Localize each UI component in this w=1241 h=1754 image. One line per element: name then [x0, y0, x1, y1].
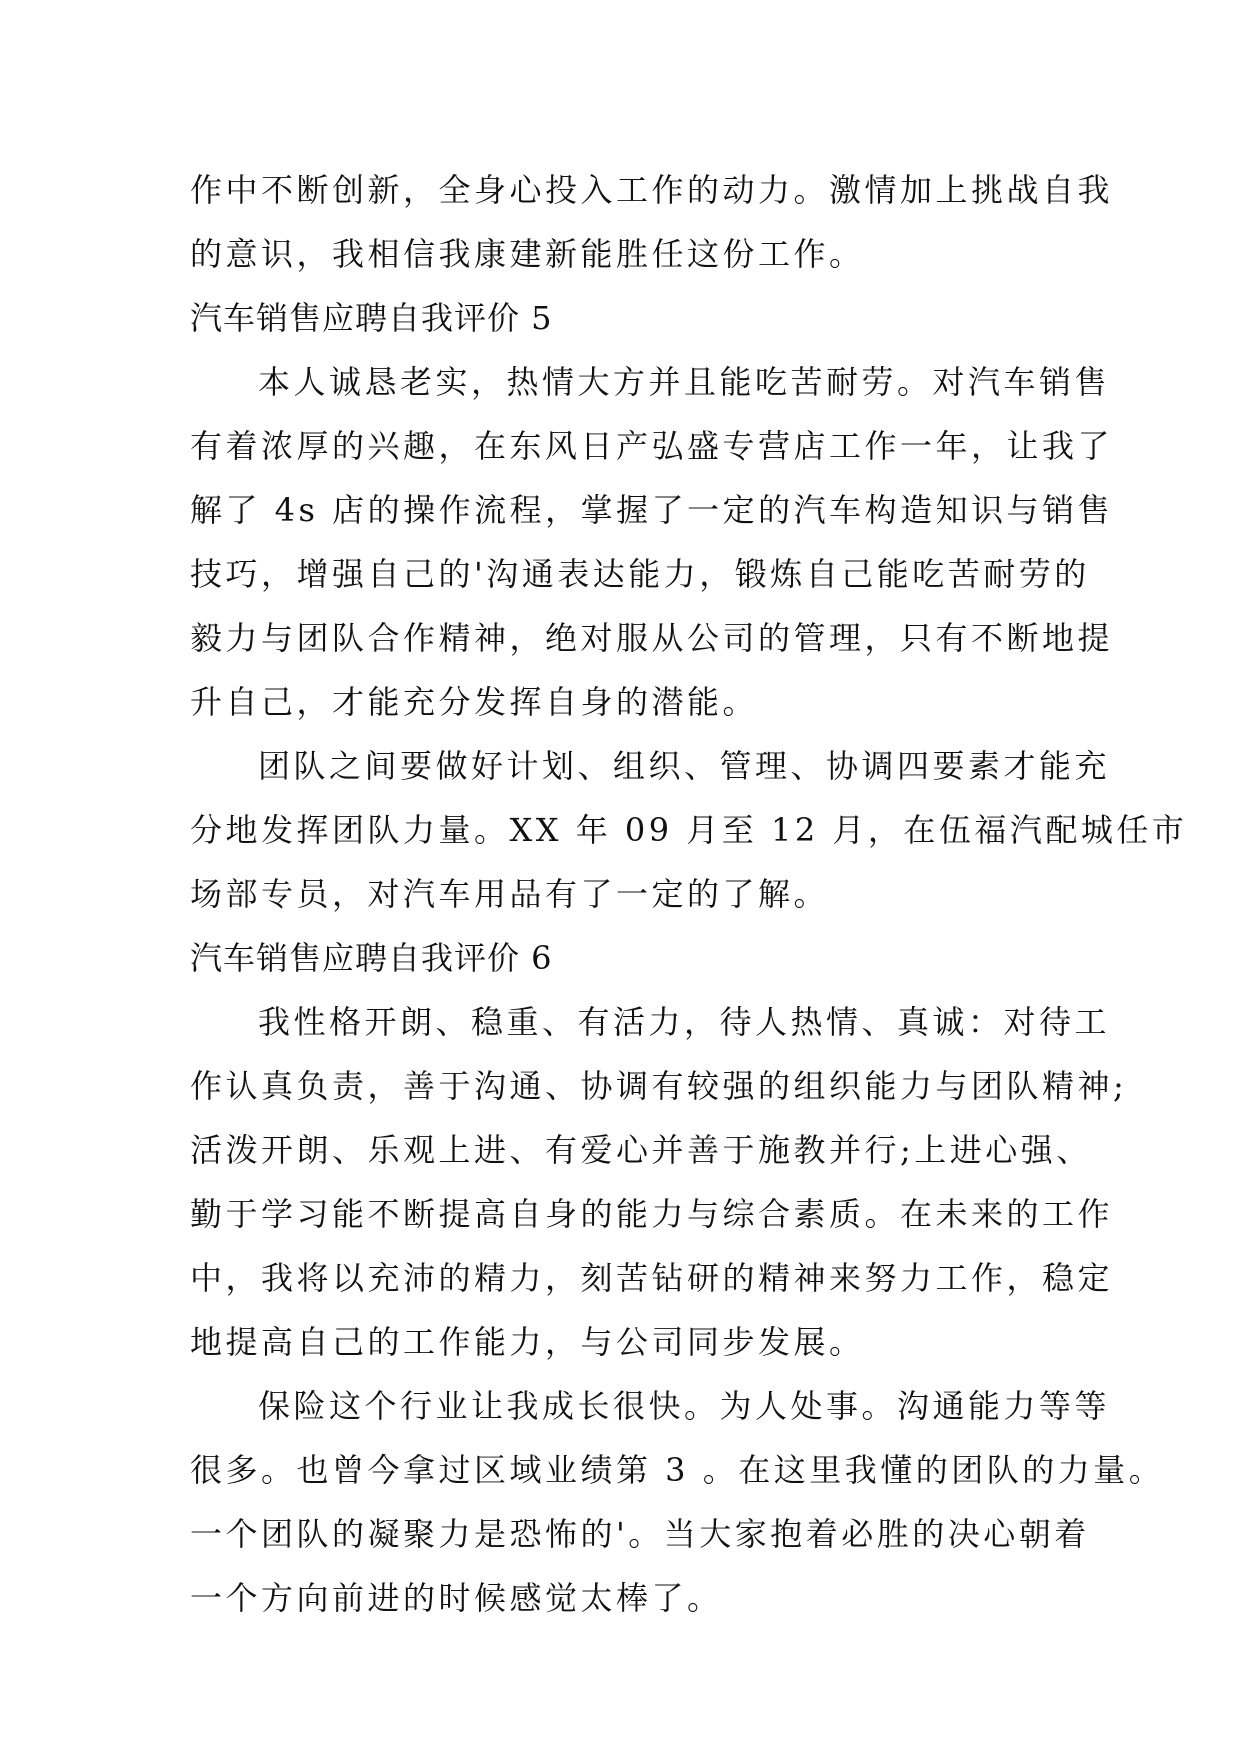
body-line: 勤于学习能不断提高自身的能力与综合素质。在未来的工作: [190, 1195, 1114, 1233]
body-line: 分地发挥团队力量。XX 年 09 月至 12 月，在伍福汽配城任市: [190, 811, 1188, 849]
body-line: 升自己，才能充分发挥自身的潜能。: [190, 683, 759, 721]
paragraph-first-line: 本人诚恳老实，热情大方并且能吃苦耐劳。对汽车销售: [258, 363, 1111, 401]
body-line: 技巧，增强自己的'沟通表达能力，锻炼自己能吃苦耐劳的: [190, 555, 1090, 593]
body-line: 很多。也曾今拿过区域业绩第 3 。在这里我懂的团队的力量。: [190, 1451, 1165, 1489]
body-line: 活泼开朗、乐观上进、有爱心并善于施教并行;上进心强、: [190, 1131, 1092, 1169]
body-line: 场部专员，对汽车用品有了一定的了解。: [190, 875, 830, 913]
body-line: 有着浓厚的兴趣，在东风日产弘盛专营店工作一年，让我了: [190, 427, 1114, 465]
document-body: [190, 158, 1188, 1630]
body-line: 作认真负责，善于沟通、协调有较强的组织能力与团队精神;: [190, 1067, 1128, 1105]
body-line: 中，我将以充沛的精力，刻苦钻研的精神来努力工作，稳定: [190, 1259, 1114, 1297]
body-line: 一个方向前进的时候感觉太棒了。: [190, 1579, 723, 1617]
paragraph-first-line: 我性格开朗、稳重、有活力，待人热情、真诚：对待工: [258, 1003, 1111, 1041]
body-line: 一个团队的凝聚力是恐怖的'。当大家抱着必胜的决心朝着: [190, 1515, 1090, 1553]
paragraph-first-line: 团队之间要做好计划、组织、管理、协调四要素才能充: [258, 747, 1111, 785]
section-heading-5: 汽车销售应聘自我评价 5: [190, 299, 553, 337]
body-line: 解了 4s 店的操作流程，掌握了一定的汽车构造知识与销售: [190, 491, 1114, 529]
body-line: 毅力与团队合作精神，绝对服从公司的管理，只有不断地提: [190, 619, 1114, 657]
body-line: 的意识，我相信我康建新能胜任这份工作。: [190, 235, 865, 273]
body-line: 地提高自己的工作能力，与公司同步发展。: [190, 1323, 865, 1361]
body-line: 作中不断创新，全身心投入工作的动力。激情加上挑战自我: [190, 171, 1114, 209]
paragraph-first-line: 保险这个行业让我成长很快。为人处事。沟通能力等等: [258, 1387, 1111, 1425]
section-heading-6: 汽车销售应聘自我评价 6: [190, 939, 553, 977]
